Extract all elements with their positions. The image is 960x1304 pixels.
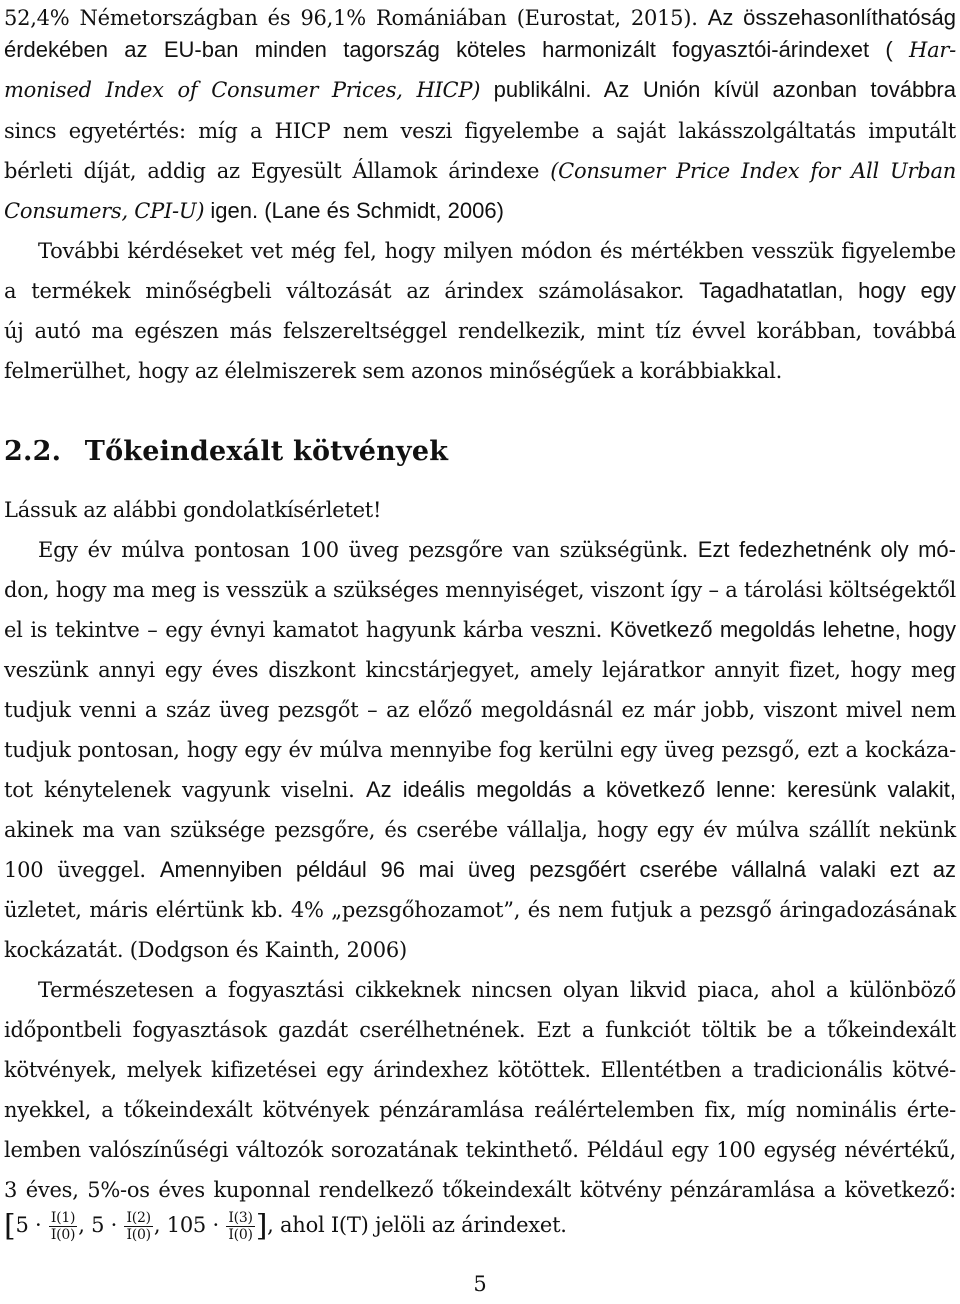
- formula-coefficient: , 105 ·: [153, 1213, 226, 1237]
- section-title: Tőkeindexált kötvények: [84, 436, 449, 467]
- text-run: 100 üveggel.: [4, 858, 160, 882]
- formula-fraction: [124, 1210, 152, 1243]
- section-heading: [4, 432, 448, 472]
- paragraph-line: don, hogy ma meg is vesszük a szükséges mennyiséget, viszont így – a tárolási költségektől: [4, 578, 956, 602]
- fraction-denominator: I(0): [50, 1227, 76, 1243]
- formula-bracket-open: [: [4, 1208, 16, 1244]
- paragraph-line: tudjuk pontosan, hogy egy év múlva mennyibe fog kerülni egy üveg pezsgő, ezt a kockáza-: [4, 738, 956, 762]
- paragraph-line: új autó ma egészen más felszereltséggel rendelkezik, mint tíz évvel korábban, továbbá: [4, 319, 956, 343]
- text-run: Tagadhatatlan, hogy egy: [699, 278, 956, 303]
- text-run: Következő megoldás lehetne, hogy: [609, 617, 956, 642]
- paragraph-line: [4, 610, 956, 650]
- paragraph-line: lemben valószínűségi változók sorozatának tekinthető. Például egy 100 egység névértékű,: [4, 1138, 956, 1162]
- text-run: tot kénytelenek vagyunk viselni.: [4, 778, 366, 802]
- text-run: 52,4% Németországban és 96,1% Romániában (Eurostat, 2015).: [4, 6, 708, 30]
- text-run: igen. (Lane és Schmidt, 2006): [204, 198, 504, 223]
- text-run: Egy év múlva pontosan 100 üveg pezsgőre van szükségünk.: [38, 538, 698, 562]
- formula-bracket-close: ]: [255, 1208, 268, 1244]
- formula-tail-text: , ahol I(T) jelöli az árindexet.: [267, 1213, 567, 1237]
- paragraph-line: sincs egyetértés: míg a HICP nem veszi figyelembe a saját lakásszolgáltatás imputált: [4, 119, 956, 143]
- paragraph-line: kötvények, melyek kifizetései egy árindexhez kötöttek. Ellentétben a tradicionális kötvé-: [4, 1058, 956, 1082]
- paragraph-line: [38, 530, 956, 570]
- paragraph-line: [4, 151, 956, 191]
- paragraph-line: üzletet, máris elértünk kb. 4% „pezsgőhozamot”, és nem futjuk a pezsgő áringadozásának: [4, 898, 956, 922]
- paragraph-line: [4, 271, 956, 311]
- text-run: Az ideális megoldás a következő lenne: keresünk valakit,: [365, 777, 956, 802]
- paragraph-line: Lássuk az alábbi gondolatkísérletet!: [4, 498, 382, 522]
- text-run: publikálni.: [480, 77, 604, 102]
- formula-fraction: [226, 1210, 254, 1243]
- fraction-numerator: I(2): [126, 1210, 151, 1226]
- fraction-denominator: I(0): [126, 1227, 151, 1243]
- text-run: Consumers, CPI-U): [4, 199, 205, 223]
- text-run: Az Unión kívül azonban továbbra: [603, 77, 956, 102]
- paragraph-line: 3 éves, 5%-os éves kuponnal rendelkező tőkeindexált kötvény pénzáramlása a következő:: [4, 1178, 956, 1202]
- paragraph-line: [4, 770, 956, 810]
- paragraph-line: [4, 70, 956, 110]
- text-run: el is tekintve – egy évnyi kamatot hagyunk kárba veszni.: [4, 618, 610, 642]
- paragraph-line: nyekkel, a tőkeindexált kötvények pénzáramlása reálértelemben fix, míg nominális érte-: [4, 1098, 956, 1122]
- formula-coefficient: 5 ·: [15, 1213, 48, 1237]
- paragraph-line: [4, 850, 956, 890]
- paragraph-line: kockázatát. (Dodgson és Kainth, 2006): [4, 938, 407, 962]
- paragraph-line: akinek ma van szüksége pezsgőre, és cserébe vállalja, hogy egy év múlva szállít nekünk: [4, 818, 956, 842]
- paragraph-line: [4, 191, 956, 231]
- section-number: 2.2.: [4, 436, 62, 467]
- paragraph-line: [4, 30, 956, 70]
- formula-coefficient: , 5 ·: [78, 1213, 124, 1237]
- paragraph-line: tudjuk venni a száz üveg pezsgőt – az előző megoldásnál ez már jobb, viszont mivel nem: [4, 698, 956, 722]
- fraction-numerator: I(3): [228, 1210, 253, 1226]
- paragraph-line: időpontbeli fogyasztások gazdát cserélhetnének. Ezt a funkciót töltik be a tőkeindexált: [4, 1018, 956, 1042]
- text-run: monised Index of Consumer Prices, HICP): [4, 78, 481, 102]
- formula-fraction: [49, 1210, 77, 1243]
- text-run: (Consumer Price Index for All Urban: [550, 159, 956, 183]
- text-run: Amennyiben például 96 mai üveg pezsgőért cserébe vállalná valaki ezt az: [159, 857, 956, 882]
- text-run: Ezt fedezhetnénk oly mó-: [697, 537, 956, 562]
- fraction-denominator: I(0): [228, 1227, 253, 1243]
- cashflow-formula: [4, 1203, 956, 1247]
- paragraph-line: További kérdéseket vet még fel, hogy milyen módon és mértékben vesszük figyelembe: [38, 239, 956, 263]
- text-run: érdekében az EU-ban minden tagország köteles harmonizált fogyasztói-árindexet (: [4, 37, 910, 62]
- paragraph-line: felmerülhet, hogy az élelmiszerek sem azonos minőségűek a korábbiakkal.: [4, 359, 783, 383]
- page-number: 5: [473, 1272, 487, 1296]
- text-run: a termékek minőségbeli változását az árindex számolásakor.: [4, 279, 700, 303]
- text-run: bérleti díját, addig az Egyesült Államok árindexe: [4, 159, 551, 183]
- paragraph-line: Természetesen a fogyasztási cikkeknek nincsen olyan likvid piaca, ahol a különböző: [38, 978, 956, 1002]
- paragraph-line: veszünk annyi egy éves diszkont kincstárjegyet, amely lejáratkor annyit fizet, hogy meg: [4, 658, 956, 682]
- fraction-numerator: I(1): [50, 1210, 76, 1226]
- text-run: Har-: [909, 38, 956, 62]
- text-run: Az összehasonlíthatóság: [707, 5, 956, 30]
